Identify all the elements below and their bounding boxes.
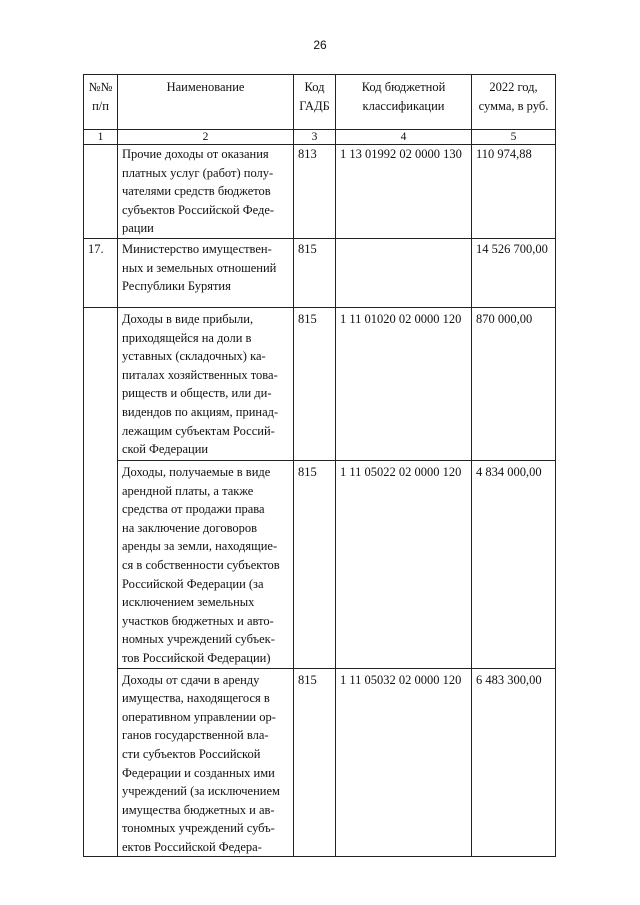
name-line: имущества бюджетных и ав- xyxy=(122,802,275,817)
name-line: учреждений (за исключением xyxy=(122,784,280,799)
name-line: ных и земельных отношений xyxy=(122,260,277,275)
row-name xyxy=(118,461,294,669)
column-number: 1 xyxy=(84,130,118,145)
table-row xyxy=(84,308,556,461)
page-number: 26 xyxy=(313,38,327,52)
row-number xyxy=(84,145,118,239)
name-line: видендов по акциям, принад- xyxy=(122,404,279,419)
name-line: сти субъектов Российской xyxy=(122,746,261,761)
row-name xyxy=(118,308,294,461)
header-amount-line: сумма, в руб. xyxy=(478,98,549,113)
name-line: лежащим субъектам Россий- xyxy=(122,423,275,438)
row-kbk-code: 1 11 05022 02 0000 120 xyxy=(336,461,472,669)
row-name xyxy=(118,145,294,239)
name-line: рации xyxy=(122,221,154,236)
row-gadb-code: 815 xyxy=(294,668,336,857)
row-name xyxy=(118,239,294,308)
name-line: Федерации и созданных ими xyxy=(122,765,275,780)
name-line: ся в собственности субъектов xyxy=(122,557,280,572)
header-gadb xyxy=(294,75,336,130)
name-line: чателями средств бюджетов xyxy=(122,184,271,199)
budget-revenue-table xyxy=(83,74,556,857)
name-line: исключением земельных xyxy=(122,595,255,610)
table-row xyxy=(84,461,556,669)
row-gadb-code: 815 xyxy=(294,239,336,308)
column-number: 4 xyxy=(336,130,472,145)
row-number xyxy=(84,308,118,857)
name-line: питалах хозяйственных това- xyxy=(122,367,278,382)
column-numbers-row xyxy=(84,130,556,145)
row-number: 17. xyxy=(84,239,118,308)
column-number: 5 xyxy=(472,130,556,145)
header-name-line: Наименование xyxy=(166,80,245,94)
header-number xyxy=(84,75,118,130)
table-row xyxy=(84,668,556,857)
name-line: Министерство имуществен- xyxy=(122,242,272,256)
header-number-line: п/п xyxy=(92,98,109,113)
header-amount-line: 2022 год, xyxy=(489,80,538,94)
table-row xyxy=(84,145,556,239)
row-gadb-code: 815 xyxy=(294,308,336,461)
header-gadb-line: ГАДБ xyxy=(299,98,330,113)
row-gadb-code: 813 xyxy=(294,145,336,239)
name-line: субъектов Российской Феде- xyxy=(122,202,275,217)
row-kbk-code xyxy=(336,239,472,308)
name-line: аренды за земли, находящие- xyxy=(122,539,278,554)
table-header-row xyxy=(84,75,556,130)
row-name xyxy=(118,668,294,857)
name-line: Доходы от сдачи в аренду xyxy=(122,672,260,687)
row-amount: 6 483 300,00 xyxy=(472,668,556,857)
name-line: Доходы, получаемые в виде xyxy=(122,465,271,479)
row-gadb-code: 815 xyxy=(294,461,336,669)
header-kbk-line: классификации xyxy=(362,98,445,113)
name-line: риществ и обществ, или ди- xyxy=(122,386,272,401)
row-kbk-code: 1 11 05032 02 0000 120 xyxy=(336,668,472,857)
name-line: оперативном управлении ор- xyxy=(122,709,276,724)
table-row xyxy=(84,239,556,308)
name-line: приходящейся на доли в xyxy=(122,330,252,345)
name-line: Доходы в виде прибыли, xyxy=(122,312,254,326)
name-line: ской Федерации xyxy=(122,442,209,457)
header-name xyxy=(118,75,294,130)
row-amount: 870 000,00 xyxy=(472,308,556,461)
name-line: участков бюджетных и авто- xyxy=(122,613,274,628)
header-gadb-line: Код xyxy=(304,80,325,94)
name-line: Республики Бурятия xyxy=(122,279,231,294)
name-line: ганов государственной вла- xyxy=(122,728,269,743)
name-line: тов Российской Федерации) xyxy=(122,650,271,665)
name-line: Прочие доходы от оказания xyxy=(122,147,269,161)
header-amount xyxy=(472,75,556,130)
header-kbk xyxy=(336,75,472,130)
name-line: Российской Федерации (за xyxy=(122,576,264,591)
row-amount: 4 834 000,00 xyxy=(472,461,556,669)
header-number-line: №№ xyxy=(88,80,113,94)
name-line: тономных учреждений субъ- xyxy=(122,821,275,836)
name-line: номных учреждений субъек- xyxy=(122,632,275,647)
row-kbk-code: 1 11 01020 02 0000 120 xyxy=(336,308,472,461)
column-number: 3 xyxy=(294,130,336,145)
row-kbk-code: 1 13 01992 02 0000 130 xyxy=(336,145,472,239)
row-amount: 14 526 700,00 xyxy=(472,239,556,308)
name-line: уставных (складочных) ка- xyxy=(122,349,266,364)
header-kbk-line: Код бюджетной xyxy=(361,80,446,94)
name-line: ектов Российской Федера- xyxy=(122,839,262,854)
column-number: 2 xyxy=(118,130,294,145)
name-line: средства от продажи права xyxy=(122,502,265,517)
name-line: арендной платы, а также xyxy=(122,483,254,498)
name-line: на заключение договоров xyxy=(122,520,258,535)
name-line: имущества, находящегося в xyxy=(122,691,270,706)
row-amount: 110 974,88 xyxy=(472,145,556,239)
name-line: платных услуг (работ) полу- xyxy=(122,165,274,180)
